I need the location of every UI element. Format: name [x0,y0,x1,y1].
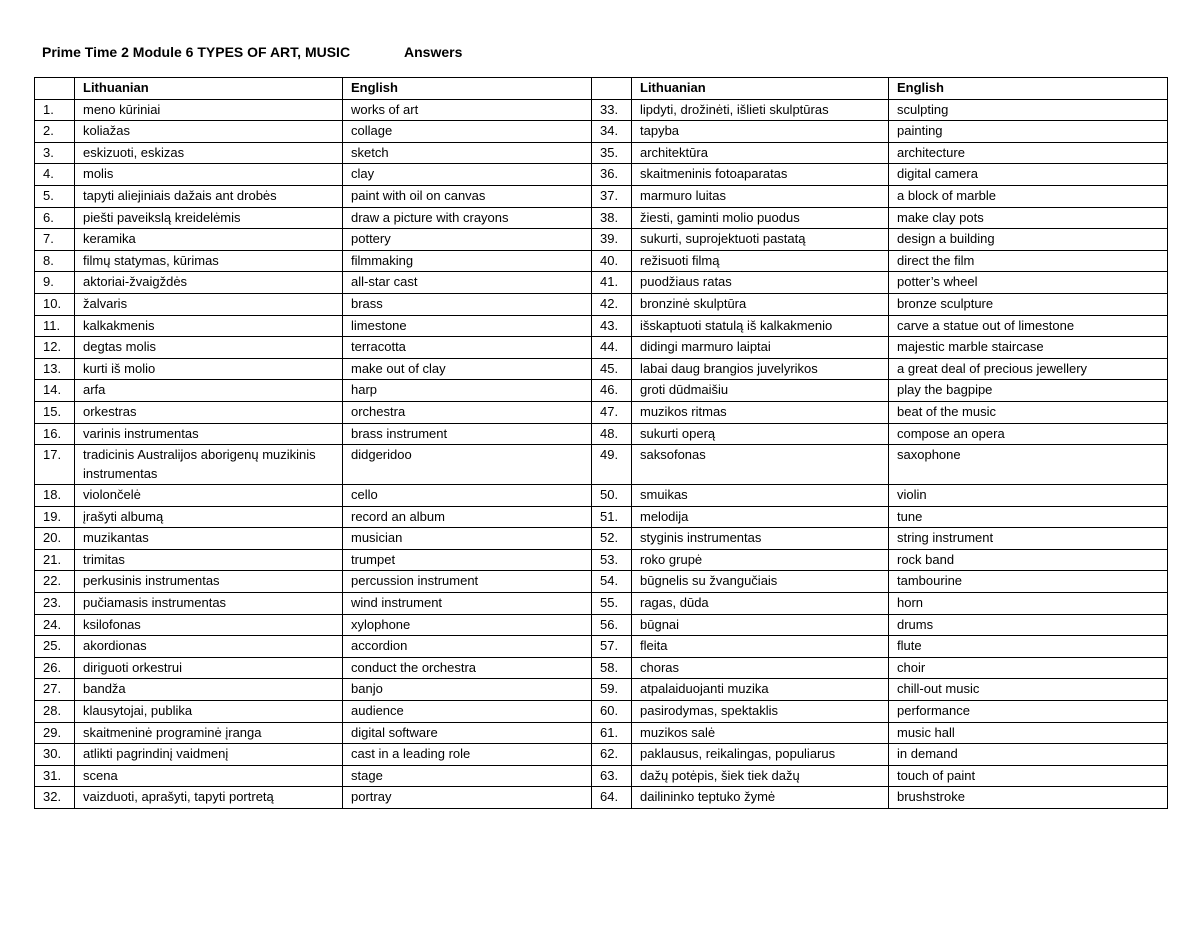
right-number-cell: 60. [592,701,632,723]
table-row [35,636,1168,658]
right-english-cell: majestic marble staircase [889,337,1168,359]
left-number-cell: 11. [35,315,75,337]
left-lithuanian-cell: įrašyti albumą [75,506,343,528]
table-row [35,701,1168,723]
right-lithuanian-cell: skaitmeninis fotoaparatas [632,164,889,186]
right-lithuanian-cell: dailininko teptuko žymė [632,787,889,809]
right-english-cell: bronze sculpture [889,293,1168,315]
left-english-cell: cello [343,485,592,507]
table-row [35,679,1168,701]
right-english-cell: tune [889,506,1168,528]
left-lithuanian-cell: molis [75,164,343,186]
right-english-cell: violin [889,485,1168,507]
right-number-cell: 52. [592,528,632,550]
left-number-cell: 24. [35,614,75,636]
vocabulary-table [34,77,1168,809]
right-number-cell: 51. [592,506,632,528]
left-number-cell: 5. [35,185,75,207]
left-number-cell: 18. [35,485,75,507]
table-row [35,380,1168,402]
right-lithuanian-cell: būgnelis su žvangučiais [632,571,889,593]
left-english-cell: filmmaking [343,250,592,272]
left-english-cell: brass instrument [343,423,592,445]
left-lithuanian-cell: kurti iš molio [75,358,343,380]
left-english-cell: didgeridoo [343,445,592,485]
left-lithuanian-cell: degtas molis [75,337,343,359]
right-lithuanian-cell: saksofonas [632,445,889,485]
table-row [35,164,1168,186]
left-english-cell: record an album [343,506,592,528]
right-lithuanian-cell: architektūra [632,142,889,164]
right-lithuanian-cell: puodžiaus ratas [632,272,889,294]
left-lithuanian-cell: žalvaris [75,293,343,315]
right-lithuanian-cell: muzikos salė [632,722,889,744]
right-english-cell: choir [889,657,1168,679]
left-english-cell: all-star cast [343,272,592,294]
table-row [35,614,1168,636]
right-lithuanian-cell: labai daug brangios juvelyrikos [632,358,889,380]
left-english-cell: portray [343,787,592,809]
left-english-cell: harp [343,380,592,402]
left-number-cell: 32. [35,787,75,809]
left-english-cell: musician [343,528,592,550]
right-lithuanian-cell: sukurti, suprojektuoti pastatą [632,229,889,251]
table-row [35,657,1168,679]
right-english-cell: design a building [889,229,1168,251]
table-row [35,185,1168,207]
left-lithuanian-cell: piešti paveikslą kreidelėmis [75,207,343,229]
right-number-cell: 44. [592,337,632,359]
table-row [35,121,1168,143]
left-lithuanian-cell: bandža [75,679,343,701]
left-english-cell: wind instrument [343,593,592,615]
left-english-cell: clay [343,164,592,186]
left-lithuanian-cell: pučiamasis instrumentas [75,593,343,615]
right-english-cell: a great deal of precious jewellery [889,358,1168,380]
right-lithuanian-cell: būgnai [632,614,889,636]
left-number-cell: 26. [35,657,75,679]
left-english-cell: orchestra [343,401,592,423]
right-english-cell: a block of marble [889,185,1168,207]
right-english-cell: digital camera [889,164,1168,186]
header-row [35,78,1168,100]
table-row [35,207,1168,229]
left-number-cell: 10. [35,293,75,315]
right-number-cell: 54. [592,571,632,593]
right-number-cell: 53. [592,549,632,571]
vocabulary-rows [35,99,1168,808]
left-lithuanian-cell: keramika [75,229,343,251]
table-row [35,337,1168,359]
left-lithuanian-cell: diriguoti orkestrui [75,657,343,679]
right-english-cell: play the bagpipe [889,380,1168,402]
left-number-cell: 4. [35,164,75,186]
right-lithuanian-cell: tapyba [632,121,889,143]
table-row [35,272,1168,294]
right-lithuanian-cell: paklausus, reikalingas, populiarus [632,744,889,766]
left-english-cell: banjo [343,679,592,701]
left-lithuanian-cell: koliažas [75,121,343,143]
right-english-cell: touch of paint [889,765,1168,787]
left-lithuanian-cell: meno kūriniai [75,99,343,121]
right-lithuanian-cell: smuikas [632,485,889,507]
left-lithuanian-cell: tapyti aliejiniais dažais ant drobės [75,185,343,207]
right-lithuanian-cell: muzikos ritmas [632,401,889,423]
left-english-cell: draw a picture with crayons [343,207,592,229]
right-number-cell: 38. [592,207,632,229]
left-lithuanian-cell: scena [75,765,343,787]
left-lithuanian-cell: vaizduoti, aprašyti, tapyti portretą [75,787,343,809]
right-english-cell: sculpting [889,99,1168,121]
right-english-cell: painting [889,121,1168,143]
right-english-cell: horn [889,593,1168,615]
left-number-cell: 9. [35,272,75,294]
page-title [42,44,463,60]
right-number-cell: 36. [592,164,632,186]
right-english-cell: music hall [889,722,1168,744]
left-number-cell: 12. [35,337,75,359]
left-number-cell: 28. [35,701,75,723]
right-number-cell: 61. [592,722,632,744]
right-number-cell: 41. [592,272,632,294]
right-number-cell: 49. [592,445,632,485]
left-english-cell: limestone [343,315,592,337]
left-number-cell: 21. [35,549,75,571]
left-english-cell: pottery [343,229,592,251]
number-header-left [35,78,75,100]
right-english-cell: potter’s wheel [889,272,1168,294]
left-number-cell: 7. [35,229,75,251]
right-lithuanian-cell: marmuro luitas [632,185,889,207]
right-english-cell: string instrument [889,528,1168,550]
right-english-cell: chill-out music [889,679,1168,701]
right-english-cell: saxophone [889,445,1168,485]
right-number-cell: 59. [592,679,632,701]
right-number-cell: 43. [592,315,632,337]
left-english-cell: accordion [343,636,592,658]
table-row [35,293,1168,315]
left-number-cell: 13. [35,358,75,380]
title-text: Prime Time 2 Module 6 TYPES OF ART, MUSIC [42,44,351,60]
left-english-cell: terracotta [343,337,592,359]
table-row [35,485,1168,507]
right-number-cell: 37. [592,185,632,207]
table-row [35,528,1168,550]
right-number-cell: 62. [592,744,632,766]
left-lithuanian-cell: aktoriai-žvaigždės [75,272,343,294]
left-lithuanian-cell: klausytojai, publika [75,701,343,723]
right-english-cell: architecture [889,142,1168,164]
right-lithuanian-cell: styginis instrumentas [632,528,889,550]
table-row [35,593,1168,615]
left-english-cell: percussion instrument [343,571,592,593]
left-number-cell: 14. [35,380,75,402]
table-row [35,549,1168,571]
table-row [35,142,1168,164]
table-row [35,229,1168,251]
left-english-cell: stage [343,765,592,787]
table-row [35,445,1168,485]
right-lithuanian-cell: pasirodymas, spektaklis [632,701,889,723]
table-row [35,401,1168,423]
right-lithuanian-cell: dažų potėpis, šiek tiek dažų [632,765,889,787]
table-row [35,250,1168,272]
left-english-cell: works of art [343,99,592,121]
left-lithuanian-cell: akordionas [75,636,343,658]
right-lithuanian-cell: lipdyti, drožinėti, išlieti skulptūras [632,99,889,121]
left-number-cell: 29. [35,722,75,744]
right-number-cell: 34. [592,121,632,143]
number-header-right [592,78,632,100]
right-number-cell: 47. [592,401,632,423]
right-number-cell: 39. [592,229,632,251]
english-header-right: English [889,78,1168,100]
right-lithuanian-cell: ragas, dūda [632,593,889,615]
right-lithuanian-cell: didingi marmuro laiptai [632,337,889,359]
right-lithuanian-cell: žiesti, gaminti molio puodus [632,207,889,229]
right-lithuanian-cell: bronzinė skulptūra [632,293,889,315]
right-number-cell: 55. [592,593,632,615]
table-row [35,358,1168,380]
left-english-cell: paint with oil on canvas [343,185,592,207]
right-lithuanian-cell: choras [632,657,889,679]
left-number-cell: 8. [35,250,75,272]
left-english-cell: make out of clay [343,358,592,380]
right-english-cell: rock band [889,549,1168,571]
right-english-cell: compose an opera [889,423,1168,445]
left-english-cell: brass [343,293,592,315]
right-number-cell: 35. [592,142,632,164]
right-lithuanian-cell: roko grupė [632,549,889,571]
lithuanian-header-right: Lithuanian [632,78,889,100]
right-number-cell: 33. [592,99,632,121]
answers-label: Answers [404,44,463,60]
left-number-cell: 25. [35,636,75,658]
left-lithuanian-cell: perkusinis instrumentas [75,571,343,593]
right-lithuanian-cell: atpalaiduojanti muzika [632,679,889,701]
left-number-cell: 20. [35,528,75,550]
table-row [35,744,1168,766]
right-lithuanian-cell: groti dūdmaišiu [632,380,889,402]
table-row [35,722,1168,744]
right-number-cell: 64. [592,787,632,809]
english-header-left: English [343,78,592,100]
left-english-cell: collage [343,121,592,143]
right-number-cell: 58. [592,657,632,679]
left-lithuanian-cell: varinis instrumentas [75,423,343,445]
left-english-cell: audience [343,701,592,723]
right-number-cell: 42. [592,293,632,315]
left-english-cell: digital software [343,722,592,744]
left-lithuanian-cell: ksilofonas [75,614,343,636]
left-lithuanian-cell: atlikti pagrindinį vaidmenį [75,744,343,766]
right-english-cell: drums [889,614,1168,636]
left-number-cell: 31. [35,765,75,787]
right-english-cell: in demand [889,744,1168,766]
left-number-cell: 16. [35,423,75,445]
right-english-cell: carve a statue out of limestone [889,315,1168,337]
right-lithuanian-cell: režisuoti filmą [632,250,889,272]
right-number-cell: 46. [592,380,632,402]
left-lithuanian-cell: kalkakmenis [75,315,343,337]
right-lithuanian-cell: sukurti operą [632,423,889,445]
right-english-cell: direct the film [889,250,1168,272]
right-number-cell: 48. [592,423,632,445]
left-number-cell: 23. [35,593,75,615]
left-number-cell: 27. [35,679,75,701]
left-number-cell: 19. [35,506,75,528]
right-number-cell: 56. [592,614,632,636]
left-english-cell: conduct the orchestra [343,657,592,679]
left-number-cell: 17. [35,445,75,485]
left-lithuanian-cell: violončelė [75,485,343,507]
left-number-cell: 15. [35,401,75,423]
table-row [35,787,1168,809]
right-english-cell: brushstroke [889,787,1168,809]
left-lithuanian-cell: muzikantas [75,528,343,550]
left-lithuanian-cell: eskizuoti, eskizas [75,142,343,164]
right-number-cell: 50. [592,485,632,507]
right-english-cell: beat of the music [889,401,1168,423]
right-number-cell: 45. [592,358,632,380]
table-row [35,506,1168,528]
left-lithuanian-cell: tradicinis Australijos aborigenų muzikinis instrumentas [75,445,343,485]
left-english-cell: xylophone [343,614,592,636]
lithuanian-header-left: Lithuanian [75,78,343,100]
right-number-cell: 57. [592,636,632,658]
left-lithuanian-cell: arfa [75,380,343,402]
right-english-cell: tambourine [889,571,1168,593]
left-number-cell: 1. [35,99,75,121]
left-lithuanian-cell: orkestras [75,401,343,423]
table-row [35,99,1168,121]
left-lithuanian-cell: skaitmeninė programinė įranga [75,722,343,744]
right-english-cell: flute [889,636,1168,658]
right-lithuanian-cell: išskaptuoti statulą iš kalkakmenio [632,315,889,337]
right-lithuanian-cell: fleita [632,636,889,658]
left-lithuanian-cell: trimitas [75,549,343,571]
right-number-cell: 40. [592,250,632,272]
table-row [35,571,1168,593]
table-row [35,765,1168,787]
left-english-cell: trumpet [343,549,592,571]
table-row [35,423,1168,445]
left-english-cell: cast in a leading role [343,744,592,766]
left-number-cell: 3. [35,142,75,164]
left-number-cell: 2. [35,121,75,143]
left-lithuanian-cell: filmų statymas, kūrimas [75,250,343,272]
table-row [35,315,1168,337]
right-lithuanian-cell: melodija [632,506,889,528]
left-number-cell: 22. [35,571,75,593]
left-number-cell: 30. [35,744,75,766]
right-english-cell: make clay pots [889,207,1168,229]
left-number-cell: 6. [35,207,75,229]
right-number-cell: 63. [592,765,632,787]
left-english-cell: sketch [343,142,592,164]
right-english-cell: performance [889,701,1168,723]
